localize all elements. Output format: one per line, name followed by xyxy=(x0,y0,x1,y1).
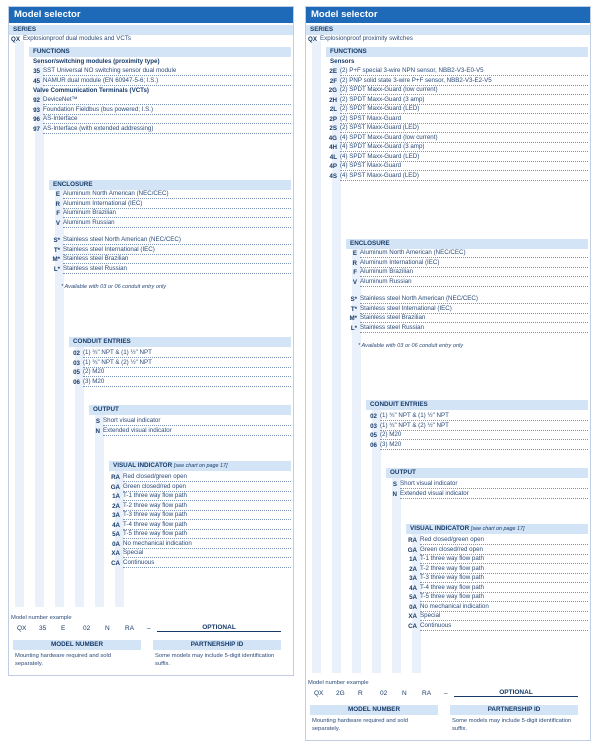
option-desc: SST Universal NO switching sensor dual module xyxy=(43,67,291,76)
option-code: XA xyxy=(111,550,120,557)
option-code: M* xyxy=(52,256,60,263)
functions-section xyxy=(29,47,291,134)
option-row xyxy=(89,417,291,427)
option-code: 05 xyxy=(370,432,377,439)
option-code: 4A xyxy=(409,584,417,592)
option-desc: T-4 three way flow path xyxy=(123,521,291,530)
option-row xyxy=(346,268,588,278)
option-code: L* xyxy=(53,265,60,273)
partnership-note: Some models may include 5-digit identification suffix. xyxy=(452,718,572,732)
series-code: QX xyxy=(308,36,317,43)
option-row xyxy=(326,86,588,96)
output-list xyxy=(89,417,291,436)
series-desc: Explosionproof dual modules and VCTs xyxy=(23,35,131,42)
option-row xyxy=(49,190,291,200)
option-row xyxy=(346,259,588,269)
option-desc: Stainless steel North American (NEC/CEC) xyxy=(360,295,588,304)
option-row xyxy=(69,359,291,369)
output-header: OUTPUT xyxy=(89,405,291,415)
enclosure-list-aluminum xyxy=(346,249,588,287)
option-desc: Aluminum North American (NEC/CEC) xyxy=(63,190,291,199)
option-desc: Continuous xyxy=(420,622,588,631)
option-code: 2A xyxy=(409,565,417,573)
model-number-header: MODEL NUMBER xyxy=(310,705,438,715)
visual-list xyxy=(109,473,291,568)
output-header: OUTPUT xyxy=(386,468,588,478)
series-header: SERIES xyxy=(9,25,294,35)
option-code: GA xyxy=(110,483,120,491)
option-desc: Special xyxy=(123,549,291,558)
option-code: 4A xyxy=(112,521,120,529)
sensor-list xyxy=(29,67,291,86)
option-desc: Stainless steel Russian xyxy=(63,265,291,274)
option-desc: NAMUR dual module (EN 60947-5-6; I.S.) xyxy=(43,77,291,86)
option-row xyxy=(109,521,291,531)
enclosure-note: * Available with 03 or 06 conduit entry only xyxy=(61,284,167,290)
option-code: 2H xyxy=(329,96,337,104)
option-code: 4H xyxy=(329,144,337,151)
option-desc: T-5 three way flow path xyxy=(420,593,588,602)
option-desc: Red closed/green open xyxy=(420,536,588,545)
option-row xyxy=(89,427,291,437)
series-lane xyxy=(312,41,321,673)
option-code: 5A xyxy=(112,531,120,538)
option-row xyxy=(406,565,588,575)
example-code: N xyxy=(105,625,110,632)
option-desc: T-4 three way flow path xyxy=(420,584,588,593)
option-row xyxy=(366,431,588,441)
option-row xyxy=(49,219,291,229)
enclosure-header: ENCLOSURE xyxy=(49,180,291,190)
functions-sub-sensors: Sensor/switching modules (proximity type) xyxy=(33,58,160,65)
option-code: 2S xyxy=(329,125,337,132)
visual-header-note: [see chart on page 17] xyxy=(470,526,525,532)
output-section xyxy=(89,405,291,436)
option-code: XA xyxy=(408,613,417,620)
option-desc: Foundation Fieldbus (bus powered; I.S.) xyxy=(43,106,291,115)
option-code: 2A xyxy=(112,502,120,510)
option-desc: T-1 three way flow path xyxy=(123,492,291,501)
output-list xyxy=(386,480,588,499)
option-desc: Extended visual indicator xyxy=(400,490,588,499)
option-desc: DeviceNet™ xyxy=(43,96,291,105)
option-desc: (1) ¾" NPT & (2) ½" NPT xyxy=(380,422,588,431)
option-code: 2G xyxy=(328,87,337,94)
option-desc: Special xyxy=(420,612,588,621)
option-row xyxy=(366,422,588,432)
example-code: – xyxy=(147,625,151,632)
example-code: – xyxy=(444,690,448,697)
option-row xyxy=(109,473,291,483)
option-desc: Short visual indicator xyxy=(103,417,291,426)
option-desc: AS-Interface (with extended addressing) xyxy=(43,125,291,134)
option-code: 4S xyxy=(329,172,337,180)
functions-sub-vct: Valve Communication Terminals (VCTs) xyxy=(33,87,149,94)
example-code: QX xyxy=(314,690,324,697)
option-desc: (3) M20 xyxy=(380,441,588,450)
option-row xyxy=(346,314,588,324)
example-label: Model number example xyxy=(308,680,369,686)
series-section xyxy=(9,25,294,45)
panel-title: Model selector xyxy=(306,7,590,23)
option-code: RA xyxy=(408,537,417,544)
option-row xyxy=(346,324,588,334)
option-desc: Continuous xyxy=(123,559,291,568)
option-desc: Stainless steel Brazilian xyxy=(63,255,291,264)
optional-label: OPTIONAL xyxy=(157,624,281,632)
visual-header-label: VISUAL INDICATOR xyxy=(113,462,173,469)
option-code: 1A xyxy=(112,493,120,500)
series-desc: Explosionproof proximity switches xyxy=(320,35,413,42)
option-row xyxy=(69,349,291,359)
option-code: 06 xyxy=(370,441,377,449)
option-desc: Aluminum International (IEC) xyxy=(63,200,291,209)
option-desc: Stainless steel Brazilian xyxy=(360,314,588,323)
option-row xyxy=(109,549,291,559)
option-row xyxy=(49,255,291,265)
option-row xyxy=(386,480,588,490)
option-code: N xyxy=(392,490,397,498)
option-code: R xyxy=(55,200,60,208)
example-code: QX xyxy=(17,625,27,632)
option-code: S* xyxy=(53,237,60,244)
series-code: QX xyxy=(11,36,20,43)
option-row xyxy=(326,172,588,182)
option-code: 35 xyxy=(33,68,40,75)
option-desc: Stainless steel International (IEC) xyxy=(360,305,588,314)
option-row xyxy=(366,441,588,451)
option-row xyxy=(69,378,291,388)
option-row xyxy=(29,96,291,106)
option-row xyxy=(326,105,588,115)
option-row xyxy=(109,492,291,502)
option-desc: Aluminum Russian xyxy=(360,278,588,287)
optional-label: OPTIONAL xyxy=(454,689,578,697)
option-code: S xyxy=(95,418,100,425)
option-desc: Aluminum Russian xyxy=(63,219,291,228)
option-desc: Stainless steel North American (NEC/CEC) xyxy=(63,236,291,245)
model-number-col xyxy=(310,705,438,733)
option-row xyxy=(366,412,588,422)
option-row xyxy=(49,200,291,210)
option-row xyxy=(406,555,588,565)
option-desc: T-3 three way flow path xyxy=(123,511,291,520)
option-code: 05 xyxy=(73,369,80,376)
option-desc: (2) SPDT Maxx-Guard (3 amp) xyxy=(340,96,588,105)
conduit-header: CONDUIT ENTRIES xyxy=(366,400,588,410)
visual-header-label: VISUAL INDICATOR xyxy=(410,525,470,532)
option-row xyxy=(326,124,588,134)
option-desc: (2) PNP solid state 3-wire P+F sensor, NBB2-V3-E2-V5 xyxy=(340,77,588,86)
option-code: 4P xyxy=(329,163,337,170)
output-lane xyxy=(392,476,401,673)
functions-section xyxy=(326,47,588,181)
option-row xyxy=(109,511,291,521)
option-row xyxy=(326,115,588,125)
option-code: 93 xyxy=(33,106,40,114)
option-desc: No mechanical indication xyxy=(420,603,588,612)
option-code: V xyxy=(55,219,60,227)
option-row xyxy=(326,96,588,106)
option-desc: Aluminum Brazilian xyxy=(360,268,588,277)
option-row xyxy=(346,295,588,305)
option-code: 97 xyxy=(33,125,40,133)
option-row xyxy=(29,77,291,87)
option-desc: Aluminum Brazilian xyxy=(63,209,291,218)
option-code: CA xyxy=(111,559,120,567)
conduit-section xyxy=(366,400,588,450)
option-code: F xyxy=(353,269,357,276)
option-desc: (1) ¾" NPT & (1) ½" NPT xyxy=(83,349,291,358)
option-desc: Aluminum International (IEC) xyxy=(360,259,588,268)
conduit-header: CONDUIT ENTRIES xyxy=(69,337,291,347)
partnership-header: PARTNERSHIP ID xyxy=(153,640,281,650)
option-code: R xyxy=(352,259,357,267)
option-row xyxy=(109,502,291,512)
option-code: 2F xyxy=(329,77,337,85)
conduit-list xyxy=(366,412,588,450)
option-desc: AS-Interface xyxy=(43,115,291,124)
option-code: E xyxy=(55,191,60,198)
example-code: E xyxy=(61,625,66,632)
functions-lane xyxy=(35,63,44,607)
option-desc: (4) SPDT Maxx-Guard (low current) xyxy=(340,134,588,143)
option-desc: (2) SPST Maxx-Guard xyxy=(340,115,588,124)
option-desc: (1) ¾" NPT & (2) ½" NPT xyxy=(83,359,291,368)
option-row xyxy=(406,546,588,556)
option-desc: (4) SPST Maxx-Guard (LED) xyxy=(340,172,588,181)
option-desc: Stainless steel International (IEC) xyxy=(63,246,291,255)
option-code: RA xyxy=(111,474,120,481)
option-row xyxy=(326,162,588,172)
sensor-list xyxy=(326,67,588,181)
option-row xyxy=(326,67,588,77)
series-section xyxy=(306,25,591,45)
option-row xyxy=(49,265,291,275)
option-code: 2P xyxy=(329,115,337,123)
example-code: R xyxy=(358,690,363,697)
option-row xyxy=(49,246,291,256)
option-desc: (2) SPDT Maxx-Guard (LED) xyxy=(340,105,588,114)
option-code: 02 xyxy=(370,413,377,420)
example-label: Model number example xyxy=(11,615,72,621)
option-row xyxy=(29,115,291,125)
option-row xyxy=(406,603,588,613)
option-row xyxy=(406,536,588,546)
option-code: 96 xyxy=(33,116,40,123)
option-code: 2L xyxy=(329,106,337,113)
option-row xyxy=(346,278,588,288)
option-code: 92 xyxy=(33,97,40,104)
series-row xyxy=(9,35,294,45)
option-desc: (2) SPST Maxx-Guard (LED) xyxy=(340,124,588,133)
series-row xyxy=(306,35,591,45)
example-code: 02 xyxy=(380,690,388,697)
vct-list xyxy=(29,96,291,134)
option-desc: (2) M20 xyxy=(380,431,588,440)
option-desc: (2) SPDT Maxx-Guard (low current) xyxy=(340,86,588,95)
model-number-note: Mounting hardware required and sold separately. xyxy=(15,653,112,667)
example-code: 2G xyxy=(336,690,345,697)
enclosure-list-aluminum xyxy=(49,190,291,228)
example-code: N xyxy=(402,690,407,697)
option-code: F xyxy=(56,210,60,217)
enclosure-section xyxy=(346,239,588,351)
option-row xyxy=(49,209,291,219)
option-code: 06 xyxy=(73,378,80,386)
option-desc: Stainless steel Russian xyxy=(360,324,588,333)
enclosure-header: ENCLOSURE xyxy=(346,239,588,249)
visual-section xyxy=(109,461,291,568)
output-lane xyxy=(95,412,104,607)
option-desc: (4) SPST Maxx-Guard xyxy=(340,162,588,171)
partnership-note: Some models may include 5-digit identification suffix. xyxy=(155,653,275,667)
option-desc: T-5 three way flow path xyxy=(123,530,291,539)
conduit-list xyxy=(69,349,291,387)
partnership-col xyxy=(153,640,281,668)
visual-section xyxy=(406,524,588,631)
option-row xyxy=(406,584,588,594)
option-row xyxy=(29,106,291,116)
option-desc: (2) P+F special 3-wire NPN sensor, NBB2-V3-E0-V5 xyxy=(340,67,588,76)
option-code: N xyxy=(95,427,100,435)
output-section xyxy=(386,468,588,499)
option-desc: (4) SPDT Maxx-Guard (LED) xyxy=(340,153,588,162)
partnership-col xyxy=(450,705,578,733)
conduit-section xyxy=(69,337,291,387)
option-row xyxy=(49,236,291,246)
option-code: S* xyxy=(350,296,357,303)
option-code: 0A xyxy=(112,540,120,548)
panel-title: Model selector xyxy=(9,7,293,23)
option-code: 4G xyxy=(328,134,337,142)
option-desc: (2) M20 xyxy=(83,368,291,377)
option-desc: Extended visual indicator xyxy=(103,427,291,436)
visual-header-note: [see chart on page 17] xyxy=(173,463,228,469)
option-desc: T-2 three way flow path xyxy=(420,565,588,574)
option-code: CA xyxy=(408,622,417,630)
model-selector-dual-modules xyxy=(8,6,294,676)
option-code: L* xyxy=(350,324,357,332)
option-row xyxy=(29,67,291,77)
option-row xyxy=(406,593,588,603)
enclosure-list-stainless xyxy=(346,295,588,333)
example-code: RA xyxy=(422,690,432,697)
footer xyxy=(13,640,281,668)
option-row xyxy=(326,77,588,87)
option-code: 03 xyxy=(370,422,377,430)
option-code: 0A xyxy=(409,603,417,611)
option-desc: T-2 three way flow path xyxy=(123,502,291,511)
option-row xyxy=(29,125,291,135)
option-code: 03 xyxy=(73,359,80,367)
option-code: S xyxy=(392,481,397,488)
option-code: 02 xyxy=(73,350,80,357)
option-row xyxy=(109,540,291,550)
option-code: 45 xyxy=(33,77,40,85)
option-desc: (1) ¾" NPT & (1) ½" NPT xyxy=(380,412,588,421)
example-code: 35 xyxy=(39,625,47,632)
option-desc: Red closed/green open xyxy=(123,473,291,482)
visual-header xyxy=(109,461,291,471)
enclosure-list-stainless xyxy=(49,236,291,274)
functions-header: FUNCTIONS xyxy=(29,47,291,57)
option-row xyxy=(346,249,588,259)
functions-sub-sensors: Sensors xyxy=(330,58,355,65)
model-number-header: MODEL NUMBER xyxy=(13,640,141,650)
series-header: SERIES xyxy=(306,25,591,35)
option-row xyxy=(406,612,588,622)
option-row xyxy=(326,153,588,163)
option-desc: Green closed/red open xyxy=(420,546,588,555)
option-desc: Green closed/red open xyxy=(123,483,291,492)
option-row xyxy=(406,622,588,632)
visual-list xyxy=(406,536,588,631)
option-desc: T-1 three way flow path xyxy=(420,555,588,564)
enclosure-note: * Available with 03 or 06 conduit entry only xyxy=(358,343,464,349)
option-code: 1A xyxy=(409,556,417,563)
option-row xyxy=(69,368,291,378)
option-code: M* xyxy=(349,315,357,322)
option-row xyxy=(386,490,588,500)
enclosure-section xyxy=(49,180,291,292)
series-lane xyxy=(15,41,24,607)
option-row xyxy=(406,574,588,584)
option-code: T* xyxy=(350,305,357,313)
option-row xyxy=(346,305,588,315)
option-code: 5A xyxy=(409,594,417,601)
option-code: V xyxy=(352,278,357,286)
partnership-header: PARTNERSHIP ID xyxy=(450,705,578,715)
example-code: 02 xyxy=(83,625,91,632)
model-selector-proximity-switches xyxy=(305,6,591,741)
option-code: E xyxy=(352,250,357,257)
option-code: GA xyxy=(407,546,417,554)
option-row xyxy=(109,530,291,540)
option-desc: (3) M20 xyxy=(83,378,291,387)
option-row xyxy=(109,483,291,493)
functions-header: FUNCTIONS xyxy=(326,47,588,57)
model-number-note: Mounting hardware required and sold separately. xyxy=(312,718,409,732)
option-code: 4L xyxy=(329,153,337,161)
option-desc: Short visual indicator xyxy=(400,480,588,489)
model-number-col xyxy=(13,640,141,668)
option-desc: Aluminum North American (NEC/CEC) xyxy=(360,249,588,258)
option-row xyxy=(326,134,588,144)
option-row xyxy=(109,559,291,569)
option-code: T* xyxy=(53,246,60,254)
option-row xyxy=(326,143,588,153)
example-code: RA xyxy=(125,625,135,632)
option-code: 2E xyxy=(329,68,337,75)
option-code: 3A xyxy=(409,575,417,582)
option-desc: (4) SPDT Maxx-Guard (3 amp) xyxy=(340,143,588,152)
option-code: 3A xyxy=(112,512,120,519)
option-desc: No mechanical indication xyxy=(123,540,291,549)
option-desc: T-3 three way flow path xyxy=(420,574,588,583)
footer xyxy=(310,705,578,733)
visual-header xyxy=(406,524,588,534)
